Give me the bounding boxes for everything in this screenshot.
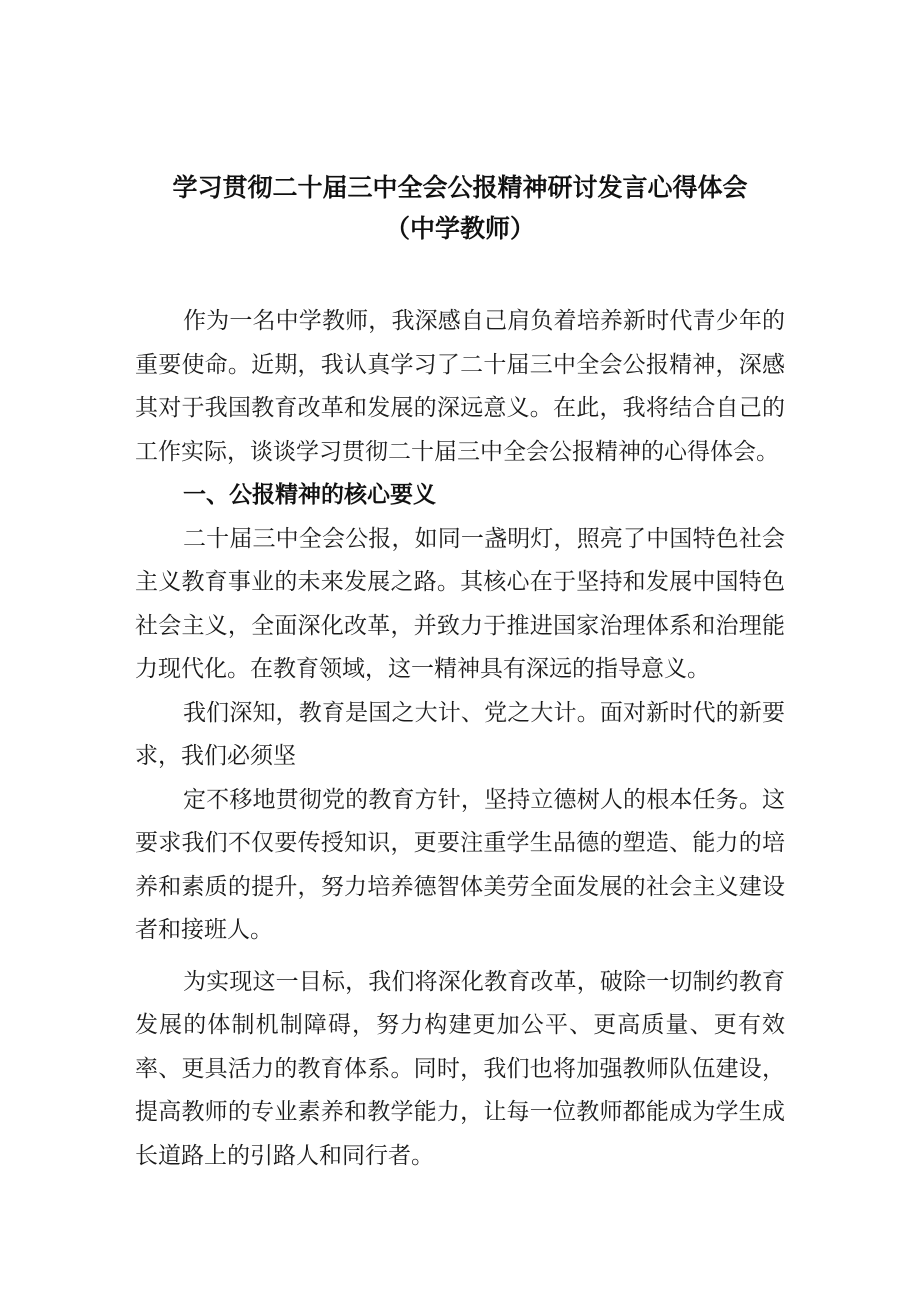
document-subtitle: （中学教师） — [384, 214, 535, 243]
paragraph-intro: 作为一名中学教师，我深感自己肩负着培养新时代青少年的重要使命。近期，我认真学习了二十届三中全会公报精神，深感其对于我国教育改革和发展的深远意义。在此，我将结合自己的工作实际，谈谈学习贯彻二十届三中全会公报精神的心得体会。 — [135, 308, 785, 465]
document-title: 学习贯彻二十届三中全会公报精神研讨发言心得体会 — [172, 173, 748, 202]
paragraph-reform: 为实现这一目标，我们将深化教育改革，破除一切制约教育发展的体制机制障碍，努力构建更加公平、更高质量、更有效率、更具活力的教育体系。同时，我们也将加强教师队伍建设，提高教师的专业素养和教学能力，让每一位教师都能成为学生成长道路上的引路人和同行者。 — [135, 968, 785, 1169]
paragraph-education: 我们深知，教育是国之大计、党之大计。面对新时代的新要求，我们必须坚 — [135, 699, 785, 769]
paragraph-policy: 定不移地贯彻党的教育方针，坚持立德树人的根本任务。这要求我们不仅要传授知识，更要注重学生品德的塑造、能力的培养和素质的提升，努力培养德智体美劳全面发展的社会主义建设者和接班人。 — [135, 786, 785, 943]
section-heading-1: 一、公报精神的核心要义 — [183, 482, 436, 508]
paragraph-core: 二十届三中全会公报，如同一盏明灯，照亮了中国特色社会主义教育事业的未来发展之路。其核心在于坚持和发展中国特色社会主义，全面深化改革，并致力于推进国家治理体系和治理能力现代化。在教育领域，这一精神具有深远的指导意义。 — [135, 525, 785, 682]
document-body — [135, 300, 785, 1178]
